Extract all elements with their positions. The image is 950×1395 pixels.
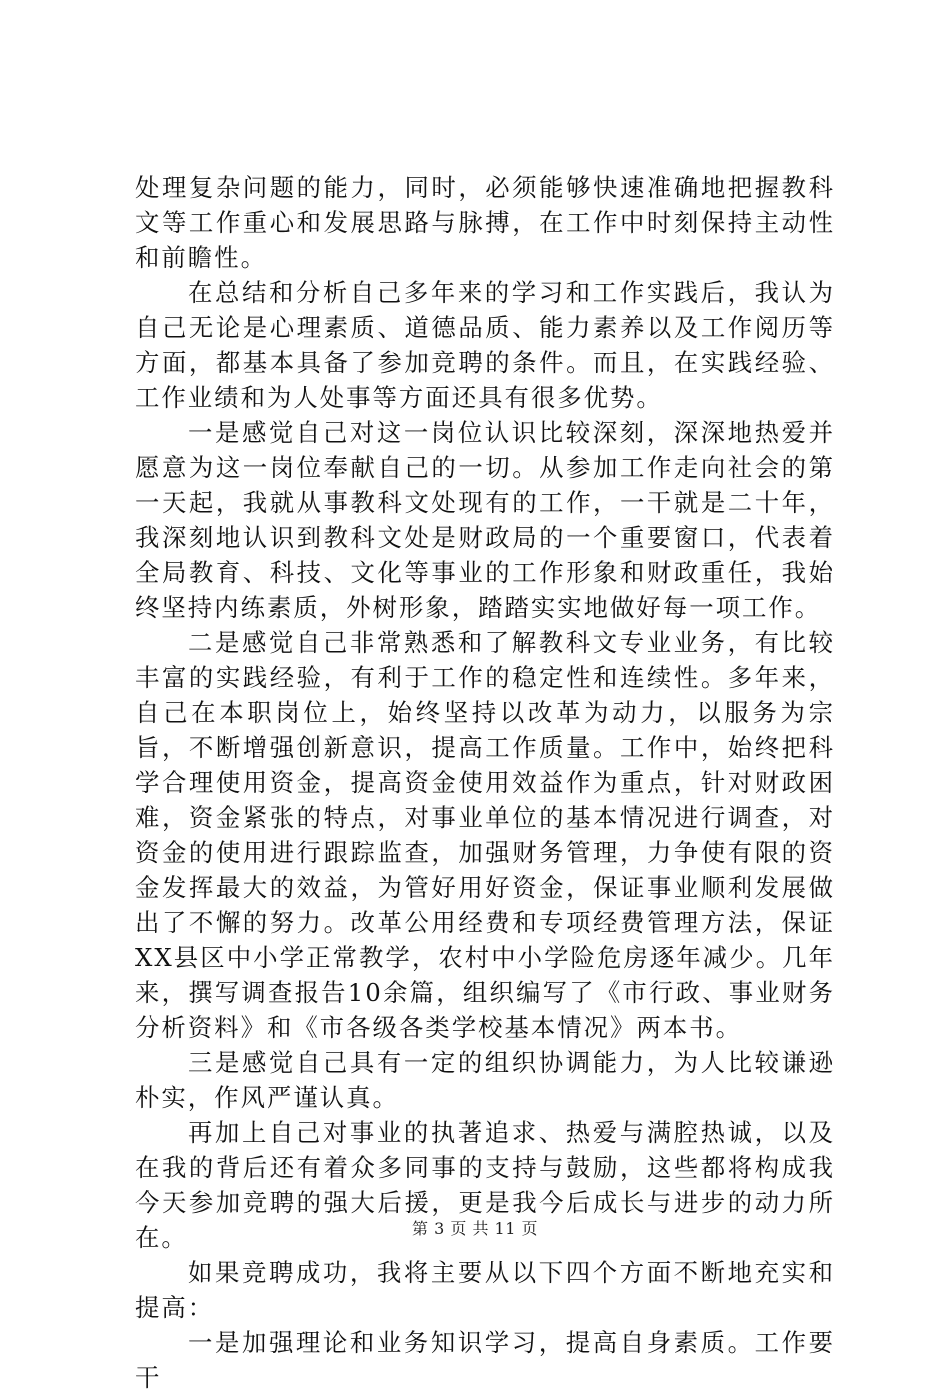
- paragraph-plan-one: 一是加强理论和业务知识学习，提高自身素质。工作要干: [135, 1328, 835, 1392]
- page-number-footer: 第 3 页 共 11 页: [412, 1219, 538, 1238]
- paragraph-continuation: 处理复杂问题的能力，同时，必须能够快速准确地把握教科文等工作重心和发展思路与脉搏，在工作中时刻保持主动性和前瞻性。: [135, 173, 835, 272]
- paragraph-support: 再加上自己对事业的执著追求、热爱与满腔热诚，以及在我的背后还有着众多同事的支持与鼓励，这些都将构成我今天参加竞聘的强大后援，更是我今后成长与进步的动力所在。: [135, 1118, 835, 1252]
- paragraph-advantage-three: 三是感觉自己具有一定的组织协调能力，为人比较谦逊朴实，作风严谨认真。: [135, 1048, 835, 1112]
- paragraph-self-assessment: 在总结和分析自己多年来的学习和工作实践后，我认为自己无论是心理素质、道德品质、能力素养以及工作阅历等方面，都基本具备了参加竞聘的条件。而且，在实践经验、工作业绩和为人处事等方面还具有很多优势。: [135, 278, 835, 412]
- paragraph-plan-intro: 如果竞聘成功，我将主要从以下四个方面不断地充实和提高：: [135, 1258, 835, 1322]
- paragraph-advantage-one: 一是感觉自己对这一岗位认识比较深刻，深深地热爱并愿意为这一岗位奉献自己的一切。从参加工作走向社会的第一天起，我就从事教科文处现有的工作，一干就是二十年，我深刻地认识到教科文处是财政局的一个重要窗口，代表着全局教育、科技、文化等事业的工作形象和财政重任，我始终坚持内练素质，外树形象，踏踏实实地做好每一项工作。: [135, 418, 835, 622]
- paragraph-advantage-two: 二是感觉自己非常熟悉和了解教科文专业业务，有比较丰富的实践经验，有利于工作的稳定性和连续性。多年来，自己在本职岗位上，始终坚持以改革为动力，以服务为宗旨，不断增强创新意识，提高工作质量。工作中，始终把科学合理使用资金，提高资金使用效益作为重点，针对财政困难，资金紧张的特点，对事业单位的基本情况进行调查，对资金的使用进行跟踪监查，加强财务管理，力争使有限的资金发挥最大的效益，为管好用好资金，保证事业顺利发展做出了不懈的努力。改革公用经费和专项经费管理方法，保证XX县区中小学正常教学，农村中小学险危房逐年减少。几年来，撰写调查报告10余篇，组织编写了《市行政、事业财务分析资料》和《市各级各类学校基本情况》两本书。: [135, 628, 835, 1042]
- document-body: [135, 170, 835, 1395]
